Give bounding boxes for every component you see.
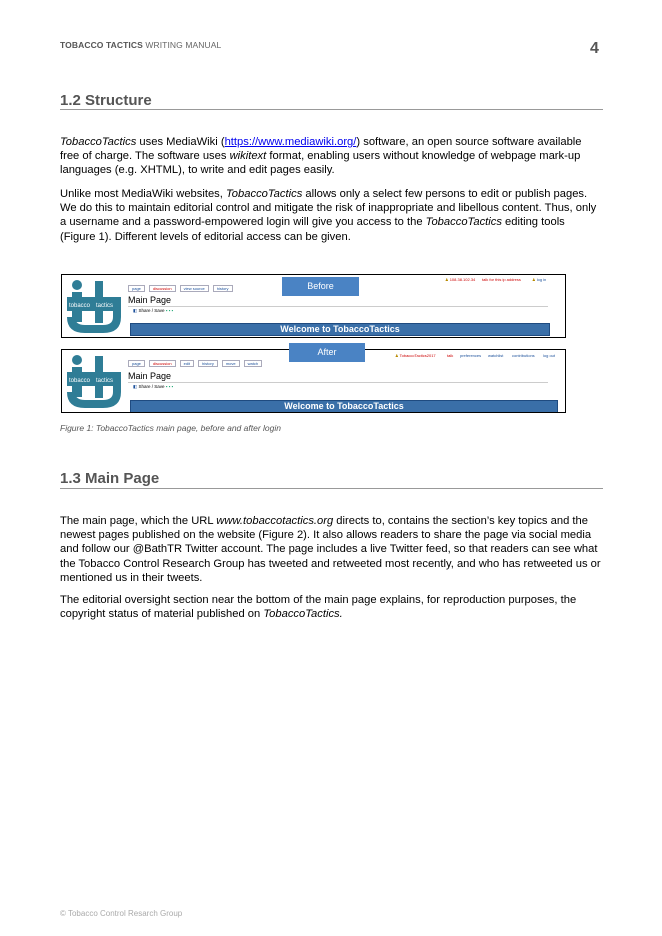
text: The main page, which the URL <box>60 515 217 527</box>
main-page-title: Main Page <box>128 295 172 305</box>
share-label: Share / Save <box>138 384 165 389</box>
share-icon: ◧ <box>133 308 139 313</box>
text: format, enabling users without knowledge of webpage mark-up languages (e.g. XHTML), to write and edit pages easily. <box>60 150 581 177</box>
login-label: log in <box>536 277 547 282</box>
welcome-banner: Welcome to TobaccoTactics <box>130 400 558 413</box>
logout-link[interactable]: log out <box>543 353 556 358</box>
share-icon: ◧ <box>133 384 139 389</box>
main-page-title: Main Page <box>128 371 172 381</box>
main-page-paragraph-2 <box>60 593 603 621</box>
tab-page[interactable]: page <box>128 360 145 367</box>
before-tabs <box>128 285 233 292</box>
logo-text-tobacco: tobacco <box>69 378 91 384</box>
text: Unlike most MediaWiki websites, <box>60 188 226 200</box>
welcome-banner: Welcome to TobaccoTactics <box>130 323 550 336</box>
structure-paragraph-1 <box>60 135 603 178</box>
share-label: Share / Save <box>138 308 165 313</box>
ip-address: 108.38.102.34 <box>449 277 476 282</box>
user-ip <box>445 277 475 282</box>
text: editing tools (Figure 1). Different levels of editorial access can be given. <box>60 216 565 243</box>
figure-caption: Figure 1: TobaccoTactics main page, before and after login <box>60 423 281 433</box>
tab-edit[interactable]: edit <box>180 360 194 367</box>
em-text: TobaccoTactics. <box>263 608 343 621</box>
username: TobaccoTactics2017 <box>399 353 436 358</box>
text: ) software, an open source software available free of charge. The software uses <box>60 136 582 163</box>
person-icon: ♟ <box>532 277 537 282</box>
tab-discussion[interactable]: discussion <box>149 360 176 367</box>
preferences-link[interactable]: preferences <box>460 353 482 358</box>
page-number: 4 <box>590 40 599 57</box>
em-text: wikitext <box>229 150 267 163</box>
person-icon: ♟ <box>395 353 400 358</box>
social-icons: ▪ ▪ ▪ <box>164 384 174 389</box>
text: uses MediaWiki ( <box>136 136 225 148</box>
talk-link[interactable]: talk <box>447 353 454 358</box>
user-name[interactable] <box>395 353 436 358</box>
after-label: After <box>289 343 365 362</box>
mediawiki-link[interactable]: https://www.mediawiki.org/ <box>224 136 357 148</box>
tobaccotactics-logo <box>65 277 123 335</box>
social-icons: ▪ ▪ ▪ <box>164 308 174 313</box>
share-save-button[interactable] <box>133 384 173 390</box>
before-label: Before <box>282 277 359 296</box>
section-rule <box>60 488 603 489</box>
tab-move[interactable]: move <box>222 360 240 367</box>
em-text: www.tobaccotactics.org <box>216 515 334 527</box>
em-text: TobaccoTactics <box>425 216 502 229</box>
contributions-link[interactable]: contributions <box>512 353 535 358</box>
tab-page[interactable]: page <box>128 285 145 292</box>
tab-history[interactable]: history <box>213 285 233 292</box>
logo-text-tactics: tactics <box>96 378 114 384</box>
ip-talk-link[interactable]: talk for this ip address <box>482 277 521 282</box>
title-rule <box>128 382 548 383</box>
text: allows only a select few persons to edit or publish pages. We do this to maintain editorial control and mitigate the risk of inappropriate and libellous content. Thus, only a username and a password-empowered login will give you access to the <box>60 188 597 229</box>
em-text: TobaccoTactics <box>60 136 137 148</box>
tab-discussion[interactable]: discussion <box>149 285 176 292</box>
after-tabs <box>128 360 262 367</box>
header-brand: TOBACCO TACTICS <box>60 40 143 50</box>
page-footer: © Tobacco Control Resarch Group <box>60 909 183 918</box>
tab-watch[interactable]: watch <box>244 360 262 367</box>
tobaccotactics-logo <box>65 352 123 410</box>
watchlist-link[interactable]: watchlist <box>488 353 504 358</box>
section-heading-main-page: 1.3 Main Page <box>60 470 160 487</box>
title-rule <box>128 306 548 307</box>
em-text: TobaccoTactics <box>226 188 303 200</box>
tab-history[interactable]: history <box>198 360 218 367</box>
logo-text-tobacco: tobacco <box>69 303 91 309</box>
header-suffix: WRITING MANUAL <box>142 40 222 50</box>
section-heading-structure: 1.2 Structure <box>60 92 152 109</box>
person-icon: ♟ <box>445 277 450 282</box>
running-header <box>60 40 221 50</box>
section-rule <box>60 109 603 110</box>
structure-paragraph-2 <box>60 187 603 244</box>
text: The editorial oversight section near the bottom of the main page explains, for reproduction purposes, the copyright status of material published on <box>60 594 577 621</box>
share-save-button[interactable] <box>133 308 173 314</box>
login-link[interactable] <box>532 277 546 282</box>
tab-view-source[interactable]: view source <box>180 285 209 292</box>
logo-text-tactics: tactics <box>96 303 114 309</box>
main-page-paragraph-1 <box>60 514 603 585</box>
text: directs to, contains the section’s key topics and the newest pages published on the website (Figure 2). It also allows readers to share the page via social media and follow our @BathTR Twitter account. The page includes a live Twitter feed, so that readers can see what the Tobacco Control Research Group has tweeted and retweeted most recently, and who has retweeted us or mentioned us in their tweets. <box>60 515 601 584</box>
